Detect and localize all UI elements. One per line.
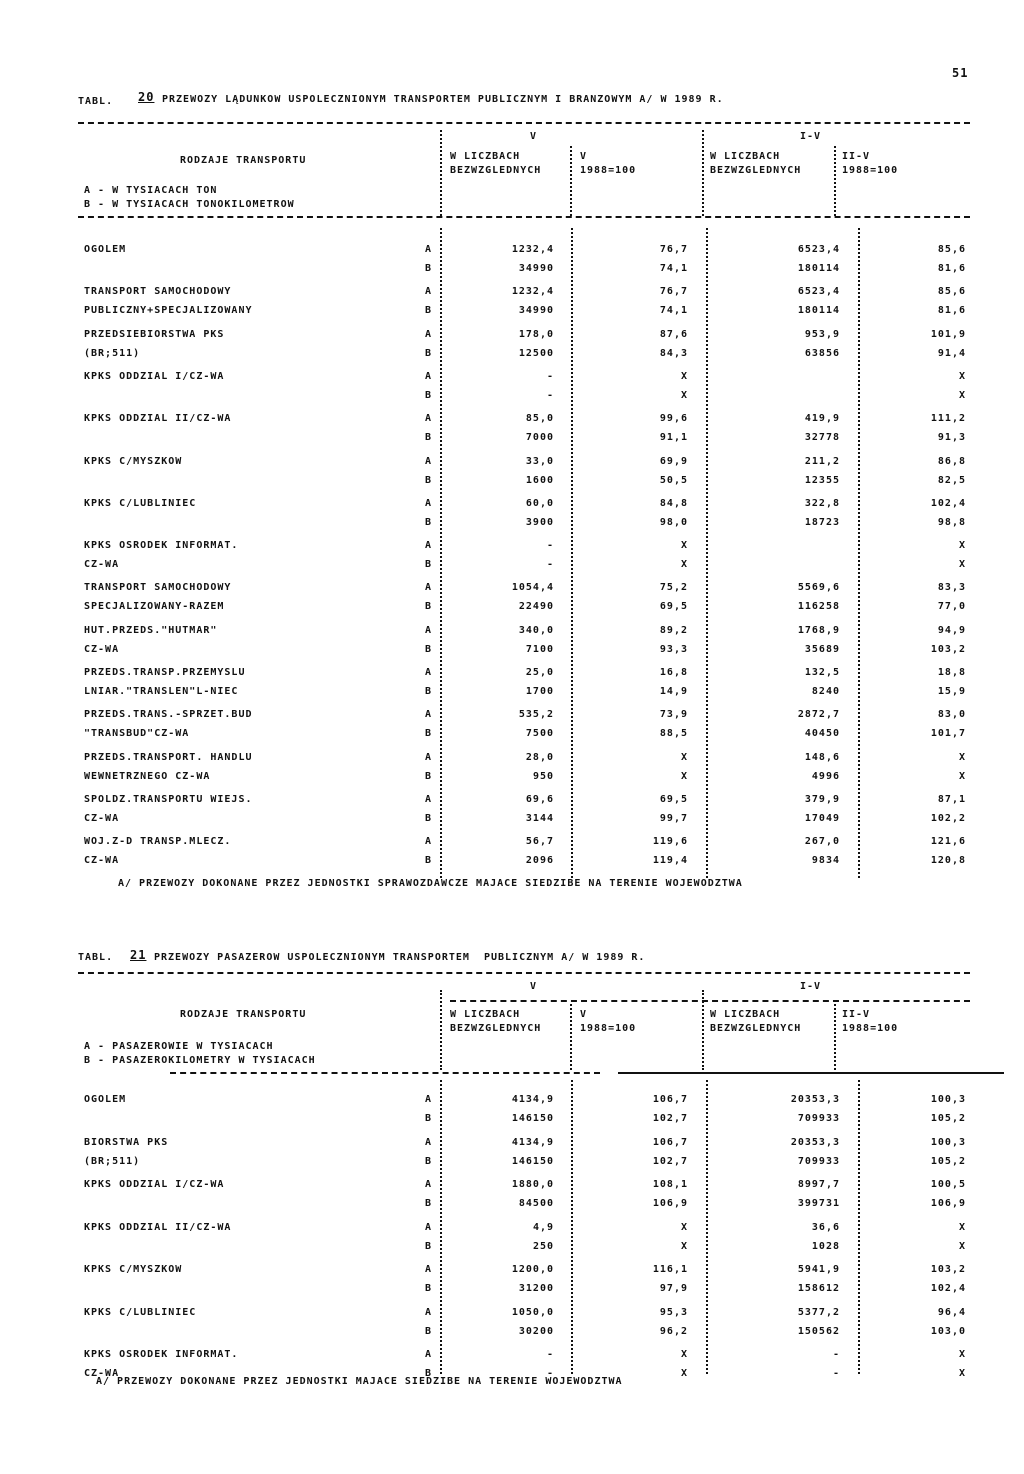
cell-col-1: 33,0 1600 <box>525 455 554 486</box>
table-row <box>0 282 1024 316</box>
cell-col-2: 84,8 98,0 <box>659 497 688 528</box>
header-abs-2: W LICZBACH <box>710 1009 781 1020</box>
cell-col-4: 111,2 91,3 <box>930 413 966 444</box>
cell-col-4: 100,5 106,9 <box>930 1179 966 1209</box>
table-title: PRZEWOZY PASAZEROW USPOLECZNIONYM TRANSPORTEM PUBLICZNYM A/ W 1989 R. <box>154 952 646 963</box>
row-ab-marker: A B <box>425 1136 433 1167</box>
row-ab-marker: A B <box>425 370 433 401</box>
header-abs-1: W LICZBACH <box>450 151 521 162</box>
cell-col-4: 85,6 81,6 <box>937 286 966 317</box>
table-row <box>0 325 1024 359</box>
header-idx-2: II-V <box>842 151 871 162</box>
table-row <box>0 494 1024 528</box>
cell-col-1: 178,0 12500 <box>518 328 554 359</box>
row-ab-marker: A B <box>425 497 433 528</box>
row-label: KPKS C/MYSZKOW <box>84 1264 183 1275</box>
cell-col-3: 36,6 1028 <box>811 1221 840 1252</box>
row-label: KPKS ODDZIAL II/CZ-WA <box>84 1221 232 1233</box>
cell-col-2: X X <box>680 1349 688 1379</box>
table-row <box>0 452 1024 486</box>
cell-col-2: 76,7 74,1 <box>659 244 688 274</box>
row-label: KPKS OSRODEK INFORMAT. CZ-WA <box>84 540 239 571</box>
cell-col-4: 101,9 91,4 <box>930 328 966 359</box>
cell-col-2: X X <box>680 540 688 571</box>
cell-col-1: 69,6 3144 <box>525 793 554 824</box>
cell-col-4: 102,4 98,8 <box>930 497 966 528</box>
rule <box>78 122 970 124</box>
row-label: HUT.PRZEDS."HUTMAR" CZ-WA <box>84 624 218 655</box>
footnote: A/ PRZEWOZY DOKONANE PRZEZ JEDNOSTKI SPRAWOZDAWCZE MAJACE SIEDZIBE NA TERENIE WOJEWODZTWA <box>118 878 743 889</box>
cell-col-2: 76,7 74,1 <box>659 286 688 317</box>
table-row <box>0 1218 1024 1252</box>
table-title: PRZEWOZY LĄDUNKOW USPOLECZNIONYM TRANSPORTEM PUBLICZNYM I BRANZOWYM A/ W 1989 R. <box>162 94 724 105</box>
cell-col-2: 73,9 88,5 <box>659 709 688 740</box>
header-idx-1: V <box>580 151 588 162</box>
roman-v: V <box>530 981 538 992</box>
row-label: PRZEDS.TRANSPORT. HANDLU WEWNETRZNEGO CZ-WA <box>84 751 253 782</box>
cell-col-1: 1054,4 22490 <box>511 582 554 613</box>
cell-col-4: X X <box>958 751 966 782</box>
row-ab-marker: A B <box>425 1349 433 1379</box>
cell-col-1: 56,7 2096 <box>525 836 554 867</box>
cell-col-3: 267,0 9834 <box>804 836 840 867</box>
roman-v: V <box>530 131 538 142</box>
unit-a: A - W TYSIACACH TON <box>84 185 218 196</box>
table-row <box>0 832 1024 866</box>
cell-col-1: 1232,4 34990 <box>511 286 554 317</box>
cell-col-3: 5941,9 158612 <box>797 1264 840 1294</box>
row-ab-marker: A B <box>425 328 433 359</box>
table-row <box>0 1133 1024 1167</box>
cell-col-2: X X <box>680 370 688 401</box>
row-label: KPKS ODDZIAL II/CZ-WA <box>84 413 232 425</box>
cell-col-2: 89,2 93,3 <box>659 624 688 655</box>
column-head: RODZAJE TRANSPORTU <box>180 1009 307 1020</box>
cell-col-3: 8997,7 399731 <box>797 1179 840 1209</box>
divider <box>570 1004 572 1070</box>
header-idx-2b: 1988=100 <box>842 165 899 176</box>
cell-col-3: - - <box>832 1349 840 1379</box>
cell-col-2: 116,1 97,9 <box>652 1264 688 1294</box>
row-ab-marker: A B <box>425 1179 433 1209</box>
cell-col-1: 60,0 3900 <box>525 497 554 528</box>
rule <box>618 1072 1004 1074</box>
cell-col-3: 5569,6 116258 <box>797 582 840 613</box>
header-abs-1b: BEZWZGLEDNYCH <box>450 165 542 176</box>
row-label: KPKS ODDZIAL I/CZ-WA <box>84 1179 225 1190</box>
table-row <box>0 1260 1024 1294</box>
cell-col-3: 5377,2 150562 <box>797 1306 840 1337</box>
row-ab-marker: A B <box>425 286 433 317</box>
cell-col-1: 1050,0 30200 <box>511 1306 554 1337</box>
header-idx-1: V <box>580 1009 588 1020</box>
cell-col-2: 16,8 14,9 <box>659 667 688 697</box>
row-ab-marker: A B <box>425 1221 433 1252</box>
roman-iv: I-V <box>800 981 822 992</box>
header-abs-2: W LICZBACH <box>710 151 781 162</box>
footnote: A/ PRZEWOZY DOKONANE PRZEZ JEDNOSTKI MAJACE SIEDZIBE NA TERENIE WOJEWODZTWA <box>96 1376 623 1387</box>
table-row <box>0 409 1024 443</box>
table-label: TABL. <box>78 952 114 963</box>
table-row <box>0 1345 1024 1379</box>
cell-col-2: 106,7 102,7 <box>652 1136 688 1167</box>
cell-col-4: 100,3 105,2 <box>930 1094 966 1124</box>
table-row <box>0 748 1024 782</box>
cell-col-2: 119,6 119,4 <box>652 836 688 867</box>
row-ab-marker: A B <box>425 413 433 444</box>
row-label: SPOLDZ.TRANSPORTU WIEJS. CZ-WA <box>84 793 253 824</box>
cell-col-4: 86,8 82,5 <box>937 455 966 486</box>
row-label: TRANSPORT SAMOCHODOWY SPECJALIZOWANY-RAZEM <box>84 582 232 613</box>
row-label: KPKS OSRODEK INFORMAT. CZ-WA <box>84 1349 239 1379</box>
table-row <box>0 705 1024 739</box>
row-label: KPKS C/MYSZKOW <box>84 455 183 467</box>
cell-col-1: - - <box>546 370 554 401</box>
table-row <box>0 790 1024 824</box>
row-label: PRZEDS.TRANSP.PRZEMYSLU LNIAR."TRANSLEN"L-NIEC <box>84 667 246 697</box>
cell-col-1: 25,0 1700 <box>525 667 554 697</box>
cell-col-3: 20353,3 709933 <box>790 1094 840 1124</box>
row-label: KPKS C/LUBLINIEC <box>84 1306 197 1318</box>
row-ab-marker: A B <box>425 582 433 613</box>
cell-col-1: 1232,4 34990 <box>511 244 554 274</box>
cell-col-4: 18,8 15,9 <box>937 667 966 697</box>
table-row <box>0 240 1024 274</box>
cell-col-4: 121,6 120,8 <box>930 836 966 867</box>
cell-col-4: 100,3 105,2 <box>930 1136 966 1167</box>
cell-col-2: X X <box>680 751 688 782</box>
cell-col-3: 6523,4 180114 <box>797 244 840 274</box>
cell-col-4: 83,3 77,0 <box>937 582 966 613</box>
row-label: PRZEDS.TRANS.-SPRZET.BUD "TRANSBUD"CZ-WA <box>84 709 253 740</box>
row-label: TRANSPORT SAMOCHODOWY PUBLICZNY+SPECJALIZOWANY <box>84 286 253 317</box>
divider <box>702 130 704 216</box>
cell-col-3: 6523,4 180114 <box>797 286 840 317</box>
row-ab-marker: A B <box>425 540 433 571</box>
table-row <box>0 536 1024 570</box>
divider <box>834 146 836 216</box>
cell-col-1: 4,9 250 <box>532 1221 554 1252</box>
row-ab-marker: A B <box>425 1094 433 1124</box>
header-idx-2b: 1988=100 <box>842 1023 899 1034</box>
cell-col-1: 1880,0 84500 <box>511 1179 554 1209</box>
cell-col-4: 94,9 103,2 <box>930 624 966 655</box>
row-ab-marker: A B <box>425 793 433 824</box>
row-label: WOJ.Z-D TRANSP.MLECZ. CZ-WA <box>84 836 232 867</box>
cell-col-2: 87,6 84,3 <box>659 328 688 359</box>
row-label: BIORSTWA PKS (BR;511) <box>84 1136 169 1167</box>
cell-col-3: 419,9 32778 <box>804 413 840 444</box>
header-idx-1b: 1988=100 <box>580 1023 637 1034</box>
cell-col-4: 85,6 81,6 <box>937 244 966 274</box>
table-row <box>0 578 1024 612</box>
cell-col-2: X X <box>680 1221 688 1252</box>
header-abs-2b: BEZWZGLEDNYCH <box>710 165 802 176</box>
cell-col-3: 132,5 8240 <box>804 667 840 697</box>
cell-col-3: 1768,9 35689 <box>797 624 840 655</box>
rule <box>450 1000 970 1002</box>
row-ab-marker: A B <box>425 624 433 655</box>
row-ab-marker: A B <box>425 751 433 782</box>
table-number: 21 <box>130 948 147 962</box>
divider <box>834 1004 836 1070</box>
cell-col-3 <box>740 367 840 386</box>
cell-col-3: 953,9 63856 <box>804 328 840 359</box>
header-abs-2b: BEZWZGLEDNYCH <box>710 1023 802 1034</box>
cell-col-1: 4134,9 146150 <box>511 1094 554 1124</box>
row-ab-marker: A B <box>425 1264 433 1294</box>
header-abs-1: W LICZBACH <box>450 1009 521 1020</box>
table-row <box>0 1303 1024 1337</box>
row-ab-marker: A B <box>425 1306 433 1337</box>
cell-col-4: X X <box>958 1221 966 1252</box>
cell-col-1: 535,2 7500 <box>518 709 554 740</box>
cell-col-1: 4134,9 146150 <box>511 1136 554 1167</box>
row-label: KPKS ODDZIAL I/CZ-WA <box>84 370 225 382</box>
rule <box>78 972 970 974</box>
row-ab-marker: A B <box>425 244 433 274</box>
cell-col-2: 99,6 91,1 <box>659 413 688 444</box>
table-row <box>0 663 1024 697</box>
cell-col-2: 69,9 50,5 <box>659 455 688 486</box>
cell-col-4: X X <box>958 370 966 401</box>
unit-a: A - PASAZEROWIE W TYSIACACH <box>84 1041 274 1052</box>
cell-col-4: 87,1 102,2 <box>930 793 966 824</box>
cell-col-3: 211,2 12355 <box>804 455 840 486</box>
rule <box>170 1072 600 1074</box>
table-number: 20 <box>138 90 155 104</box>
page-number: 51 <box>952 66 969 80</box>
cell-col-1: 85,0 7000 <box>525 413 554 444</box>
roman-iv: I-V <box>800 131 822 142</box>
table-row <box>0 621 1024 655</box>
cell-col-1: - - <box>546 540 554 571</box>
table-row <box>0 1090 1024 1124</box>
row-ab-marker: A B <box>425 709 433 740</box>
cell-col-3: 2872,7 40450 <box>797 709 840 740</box>
cell-col-2: 75,2 69,5 <box>659 582 688 613</box>
cell-col-3: 148,6 4996 <box>804 751 840 782</box>
cell-col-2: 69,5 99,7 <box>659 793 688 824</box>
divider <box>440 990 442 1070</box>
cell-col-3: 379,9 17049 <box>804 793 840 824</box>
row-label: PRZEDSIEBIORSTWA PKS (BR;511) <box>84 328 225 359</box>
cell-col-3 <box>740 536 840 555</box>
cell-col-2: 95,3 96,2 <box>659 1306 688 1337</box>
cell-col-1: 1200,0 31200 <box>511 1264 554 1294</box>
row-ab-marker: A B <box>425 667 433 697</box>
row-label: KPKS C/LUBLINIEC <box>84 497 197 509</box>
cell-col-4: 83,0 101,7 <box>930 709 966 740</box>
cell-col-2: 108,1 106,9 <box>652 1179 688 1209</box>
divider <box>570 146 572 216</box>
cell-col-3: 20353,3 709933 <box>790 1136 840 1167</box>
cell-col-2: 106,7 102,7 <box>652 1094 688 1124</box>
cell-col-4: X X <box>958 540 966 571</box>
cell-col-4: 96,4 103,0 <box>930 1306 966 1337</box>
header-idx-2: II-V <box>842 1009 871 1020</box>
rule <box>78 216 970 218</box>
header-idx-1b: 1988=100 <box>580 165 637 176</box>
unit-b: B - PASAZEROKILOMETRY W TYSIACACH <box>84 1055 316 1066</box>
cell-col-3: 322,8 18723 <box>804 497 840 528</box>
header-abs-1b: BEZWZGLEDNYCH <box>450 1023 542 1034</box>
table-row <box>0 367 1024 401</box>
unit-b: B - W TYSIACACH TONOKILOMETROW <box>84 199 295 210</box>
cell-col-4: 103,2 102,4 <box>930 1264 966 1294</box>
row-ab-marker: A B <box>425 836 433 867</box>
cell-col-1: 28,0 950 <box>525 751 554 782</box>
row-label: OGOLEM <box>84 244 127 255</box>
row-ab-marker: A B <box>425 455 433 486</box>
cell-col-4: X X <box>958 1349 966 1379</box>
row-label: OGOLEM <box>84 1094 127 1105</box>
divider <box>702 990 704 1070</box>
column-head: RODZAJE TRANSPORTU <box>180 155 307 166</box>
table-row <box>0 1175 1024 1209</box>
cell-col-1: - - <box>546 1349 554 1379</box>
cell-col-1: 340,0 7100 <box>518 624 554 655</box>
table-label: TABL. <box>78 96 114 107</box>
divider <box>440 130 442 216</box>
